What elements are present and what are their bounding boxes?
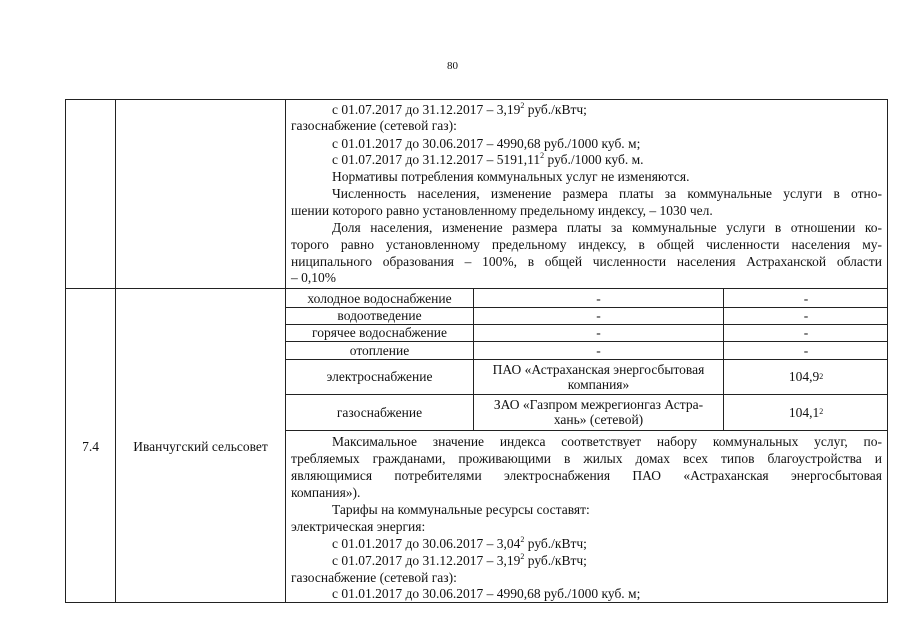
provider-heating: - <box>596 342 601 358</box>
service-electricity: электроснабжение <box>326 369 433 384</box>
provider-electricity <box>474 359 723 394</box>
provider-sewerage: - <box>596 308 601 323</box>
top-line-10: – 0,10% <box>291 270 336 285</box>
provider-electricity-line1: ПАО «Астраханская энергосбытовая <box>492 361 705 377</box>
service-gas: газоснабжение <box>336 404 423 420</box>
tariff-table <box>65 99 888 603</box>
sub-row-line-6 <box>285 430 888 431</box>
top-line-3: с 01.07.2017 до 31.12.2017 – 5191,11$^2$ руб./1000 куб. м. <box>332 151 644 167</box>
top-line-4: Нормативы потребления коммунальных услуг не изменяются. <box>332 169 690 184</box>
bottom-line-9: с 01.01.2017 до 30.06.2017 – 4990,68 руб./1000 куб. м; <box>332 586 641 601</box>
top-line-2: с 01.01.2017 до 30.06.2017 – 4990,68 руб./1000 куб. м; <box>332 136 641 151</box>
bottom-line-7: с 01.07.2017 до 31.12.2017 – 3,19$^2$ руб./кВтч; <box>332 552 587 568</box>
index-hot-water: - <box>803 325 809 340</box>
service-sewerage: водоотведение <box>337 308 422 323</box>
top-line-7: Доля населения, изменение размера платы за коммунальные услуги в отношении ко- <box>332 220 882 235</box>
provider-gas <box>474 394 723 430</box>
bottom-line-4: Тарифы на коммунальные ресурсы составят: <box>332 502 590 517</box>
page-number: 80 <box>447 60 458 72</box>
service-cold-water: холодное водоснабжение <box>307 290 452 306</box>
service-heating: отопление <box>349 342 410 358</box>
bottom-line-1: требляемых гражданами, проживающими в жилых домах всех типов благоустройства и <box>291 451 882 466</box>
bottom-line-0: Максимальное значение индекса соответствует набору коммунальных услуг, по- <box>332 434 882 449</box>
row-number: 7.4 <box>82 439 99 454</box>
top-line-0: с 01.07.2017 до 31.12.2017 – 3,19$^2$ руб./кВтч; <box>332 101 587 117</box>
top-line-1: газоснабжение (сетевой газ): <box>291 118 457 133</box>
index-sewerage: - <box>803 308 809 323</box>
index-gas: 104,1 2 <box>788 404 824 420</box>
top-line-8: торого равно установленному предельному индексу, в общей численности населения му- <box>291 237 882 252</box>
bottom-line-5: электрическая энергия: <box>291 519 426 534</box>
index-electricity: 104,9 2 <box>788 369 824 384</box>
bottom-line-8: газоснабжение (сетевой газ): <box>291 570 457 585</box>
provider-electricity-line2: компания» <box>567 376 630 392</box>
provider-cold-water: - <box>596 290 601 306</box>
bottom-line-6: с 01.01.2017 до 30.06.2017 – 3,04$^2$ руб./кВтч; <box>332 535 587 551</box>
index-cold-water: - <box>803 290 809 306</box>
service-hot-water: горячее водоснабжение <box>312 325 447 340</box>
bottom-line-2: являющимися потребителями электроснабжения ПАО «Астраханская энергосбытовая <box>291 468 882 483</box>
top-line-5: Численность населения, изменение размера платы за коммунальные услуги в отно- <box>332 186 882 201</box>
index-heating: - <box>803 342 809 358</box>
top-line-9: ниципального образования – 100%, в общей численности населения Астраханской области <box>291 254 882 269</box>
provider-gas-line1: ЗАО «Газпром межрегионгаз Астра- <box>493 397 704 412</box>
top-line-6: шении которого равно установленному предельному индексу, – 1030 чел. <box>291 203 713 218</box>
settlement-name: Иванчугский сельсовет <box>133 439 268 454</box>
provider-gas-line2: хань» (сетевой) <box>553 412 644 427</box>
bottom-line-3: компания»). <box>291 485 361 500</box>
provider-hot-water: - <box>596 325 601 340</box>
